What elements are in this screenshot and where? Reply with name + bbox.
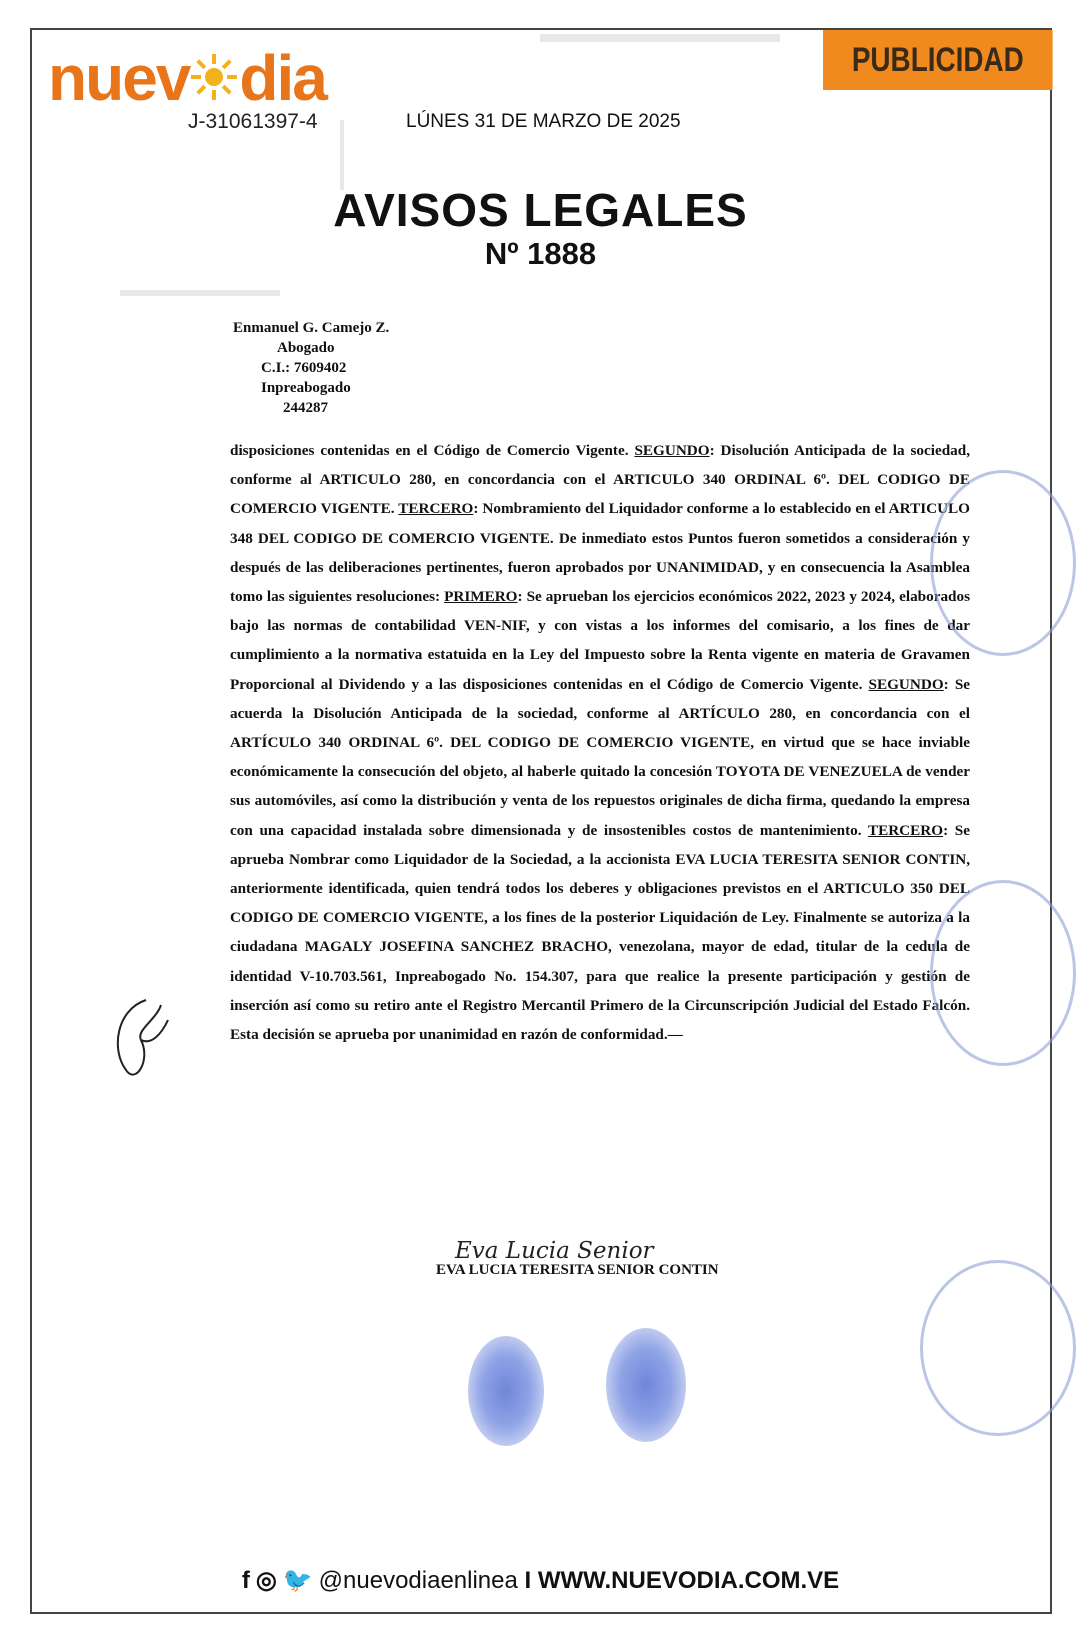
bleed-through bbox=[120, 290, 280, 296]
lawyer-block bbox=[233, 318, 389, 418]
section-badge: PUBLICIDAD bbox=[823, 30, 1053, 90]
body-text: : Disolución Anticipada de la sociedad, conforme al ARTICULO 280, en concordancia con el ARTICULO 340 ORDINAL 6º. DEL CODIGO DE COMERCIO VIGENTE. bbox=[230, 442, 971, 518]
notice-number: Nº 1888 bbox=[484, 236, 597, 271]
notice-body bbox=[230, 436, 970, 1049]
website-url: WWW.NUEVODIA.COM.VE bbox=[537, 1567, 840, 1594]
body-text: disposiciones contenidas en el Código de Comercio Vigente. bbox=[230, 442, 629, 459]
page-title: AVISOS LEGALES bbox=[333, 184, 748, 236]
body-text: : Nombramiento del Liquidador conforme a lo establecido en el ARTICULO 348 DEL CODIGO DE COMERCIO VIGENTE. De inmediato estos Puntos fueron sometidos a consideración y después de las deliberaciones pertinentes, fueron aprobados por UNANIMIDAD, y en consecuencia la Asamblea tomo las siguientes resoluciones: bbox=[230, 500, 970, 606]
fingerprint bbox=[606, 1328, 686, 1442]
publication-date: LÚNES 31 DE MARZO DE 2025 bbox=[406, 111, 681, 132]
heading-segundo: SEGUNDO bbox=[868, 675, 944, 693]
newspaper-logo: nuev dia bbox=[48, 42, 326, 114]
body-text: : Se aprueba Nombrar como Liquidador de la Sociedad, a la accionista EVA LUCIA TERESITA SENIOR CONTIN, anteriormente identificada, quien tendrá todos los deberes y obligaciones previstos en el ARTICULO 350 DEL CODIGO DE COMERCIO VIGENTE, a los fines de la posterior Liquidación de Ley. Finalmente se autoriza a la ciudadana MAGALY JOSEFINA SANCHEZ BRACHO, venezolana, mayor de edad, titular de la cedula de identidad V-10.703.561, Inpreabogado No. 154.307, para que realice la presente participación y gestión de inserción así como su retiro ante el Registro Mercantil Primero de la Circunscripción Judicial del Estado Falcón. Esta decisión se aprueba por unanimidad en razón de conformidad.— bbox=[230, 821, 970, 1044]
heading-primero: PRIMERO bbox=[444, 588, 518, 606]
social-handle: @nuevodiaenlinea bbox=[318, 1567, 518, 1594]
heading-tercero: TERCERO bbox=[398, 500, 474, 518]
facebook-icon: f bbox=[241, 1567, 250, 1594]
footer-separator: I bbox=[524, 1567, 532, 1594]
handwritten-initials bbox=[106, 990, 176, 1090]
lawyer-ci: C.I.: 7609402 bbox=[261, 360, 347, 376]
sun-icon bbox=[189, 52, 239, 102]
heading-segundo: SEGUNDO bbox=[634, 442, 710, 459]
bleed-through bbox=[340, 120, 344, 190]
seal-stamp bbox=[930, 470, 1076, 656]
fingerprint bbox=[468, 1336, 544, 1446]
twitter-icon: 🐦 bbox=[282, 1567, 313, 1594]
heading-tercero: TERCERO bbox=[867, 821, 944, 839]
bleed-through bbox=[540, 34, 780, 42]
lawyer-name: Enmanuel G. Camejo Z. bbox=[233, 320, 390, 336]
body-text: : Se aprueban los ejercicios económicos 2022, 2023 y 2024, elaborados bajo las normas de contabilidad VEN-NIF, y con vistas a los informes del comisario, a los fines de dar cumplimiento a la normativa estatuida en la Ley del Impuesto sobre la Renta vigente en materia de Gravamen Proporcional al Dividendo y a las disposiciones contenidas en el Código de Comercio Vigente. bbox=[230, 588, 971, 693]
signer-name: EVA LUCIA TERESITA SENIOR CONTIN bbox=[436, 1262, 719, 1278]
seal-stamp bbox=[930, 880, 1076, 1066]
rif-number: J-31061397-4 bbox=[188, 110, 318, 133]
seal-stamp bbox=[920, 1260, 1076, 1436]
lawyer-role: Abogado bbox=[277, 340, 335, 356]
instagram-icon: ◎ bbox=[255, 1567, 277, 1594]
footer bbox=[0, 1566, 1081, 1595]
body-text: : Se acuerda la Disolución Anticipada de la sociedad, conforme al ARTÍCULO 280, en concordancia con el ARTÍCULO 340 ORDINAL 6º. DEL CODIGO DE COMERCIO VIGENTE, en virtud que se hace inviable económicamente la consecución del objeto, al haberle quitado la concesión TOYOTA DE VENEZUELA de vender sus automóviles, así como la distribución y venta de los repuestos originales de dicha firma, quedando la empresa con una capacidad instalada sobre dimensionada y de insostenibles costos de mantenimiento. bbox=[230, 675, 971, 839]
lawyer-inpre-number: 244287 bbox=[283, 400, 328, 416]
handwritten-signature: Eva Lucia Senior bbox=[455, 1238, 654, 1264]
lawyer-inpre-label: Inpreabogado bbox=[261, 380, 351, 396]
